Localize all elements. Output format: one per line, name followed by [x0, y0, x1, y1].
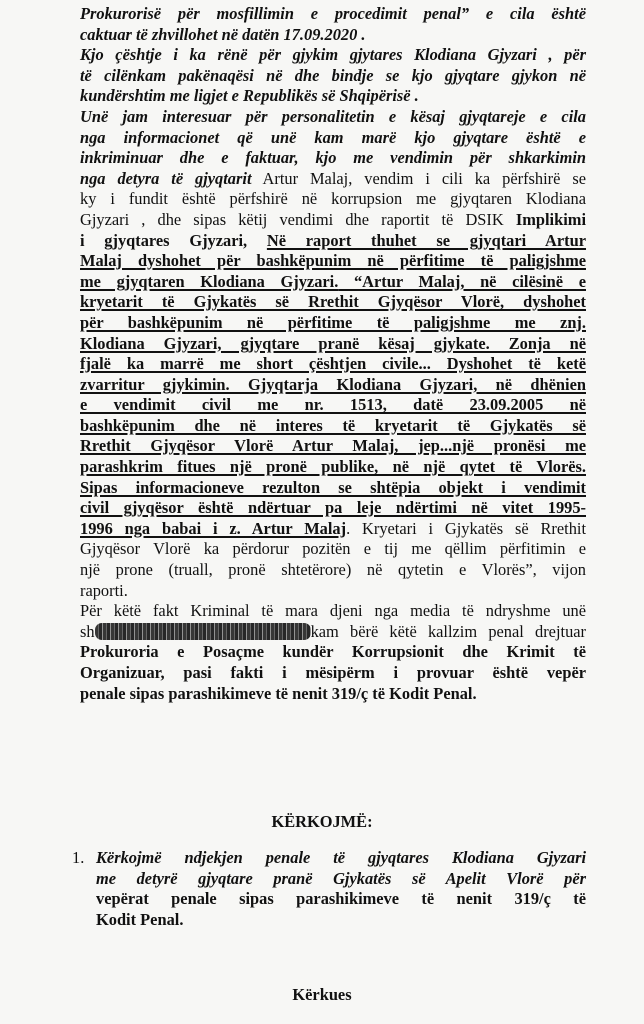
- text-line: [80, 663, 586, 684]
- text-line: [80, 169, 586, 190]
- text-segment: me gjyqtaren Klodiana Gjyzari.: [80, 271, 339, 291]
- text-segment: Kjo çështje i ka rënë për gjykim gjytares Klodiana Gjyzari , për: [80, 45, 586, 65]
- text-line: [96, 889, 586, 910]
- section-heading: KËRKOJMË:: [271, 812, 373, 831]
- text-segment: nga informacionet që unë kam marë kjo gjyqtare është e: [80, 127, 586, 147]
- text-segment: kryetarit të Gjykatës së Rrethit Gjyqësor Vlorë, dyshohet: [80, 292, 586, 312]
- text-line: [80, 189, 586, 210]
- text-line: [80, 148, 586, 169]
- text-line: [80, 375, 586, 396]
- text-segment: Klodiana Gjyzari, gjyqtare pranë kësaj gjykate. Zonja në: [80, 333, 586, 353]
- text-line: [80, 128, 586, 149]
- text-line: [80, 66, 586, 87]
- text-line: [80, 86, 586, 107]
- text-segment: sh: [80, 621, 95, 641]
- text-line: [80, 478, 586, 499]
- signer-label: Kërkues: [292, 985, 352, 1004]
- text-line: [96, 869, 586, 890]
- text-line: [80, 498, 586, 519]
- text-line: [96, 910, 586, 931]
- redaction-mark: [95, 623, 311, 640]
- text-segment: i gjyqtares Gjyzari,: [80, 230, 267, 250]
- text-segment: Kërkojmë ndjekjen penale të gjyqtares Klodiana Gjyzari: [96, 848, 586, 867]
- text-segment: kam bërë këtë kallzim penal drejtuar: [310, 621, 586, 641]
- text-segment: vepërat penale sipas parashikimeve të nenit 319/ç të: [96, 889, 586, 909]
- text-segment: fjalë ka marrë me short çështjen civile... Dyshohet të ketë: [80, 354, 586, 374]
- text-segment: Kodit Penal.: [96, 909, 184, 929]
- text-line: [80, 354, 586, 375]
- text-line: [80, 251, 586, 272]
- text-line: [80, 622, 586, 643]
- text-line: [80, 416, 586, 437]
- text-segment: Gjyzari , dhe sipas këtij vendimi dhe raportit të DSIK: [80, 209, 516, 229]
- text-line: [80, 601, 586, 622]
- text-segment: një prone (truall, pronë shtetërore) në qytetin e Vlorës”, vijon: [80, 560, 586, 580]
- text-segment: për bashkëpunim në përfitime të paligjshme me znj.: [80, 312, 586, 332]
- text-segment: ky i fundit është përfshirë në korrupsion me gjyqtaren Klodiana: [80, 189, 586, 209]
- text-line: [80, 231, 586, 252]
- text-segment: Gjyqësor Vlorë ka përdorur pozitën e tij me qëllim përfitimin e: [80, 539, 586, 559]
- text-line: [80, 107, 586, 128]
- text-segment: me detyrë gjyqtare pranë Gjykatës së Apelit Vlorë për: [96, 868, 586, 888]
- text-segment: Unë jam interesuar për personalitetin e kësaj gjyqtareje e cila: [80, 106, 586, 126]
- text-line: [80, 581, 586, 602]
- text-segment: Malaj dyshohet për bashkëpunim në përfitime të paligjshme: [80, 251, 586, 271]
- text-segment: nga detyra të gjyqtarit: [80, 168, 252, 188]
- text-segment: . Kryetari i Gjykatës së Rrethit: [346, 518, 587, 538]
- text-segment: Sipas informacioneve rezulton se shtëpia objekt i vendimit: [80, 477, 586, 497]
- text-segment: kundërshtim me ligjet e Republikës së Shqipërisë .: [80, 86, 419, 106]
- request-number: 1.: [72, 848, 85, 867]
- text-segment: Implikimi: [515, 209, 586, 229]
- text-line: [80, 4, 586, 25]
- text-line: [80, 313, 586, 334]
- text-segment: Prokurorisë për mosfillimin e procedimit penal” e cila është: [80, 4, 586, 23]
- text-segment: Prokuroria e Posaçme kundër Korrupsionit dhe Krimit të: [80, 642, 586, 662]
- text-line: [80, 560, 586, 581]
- text-segment: Artur Malaj, vendim i cili ka përfshirë se: [251, 168, 586, 188]
- text-segment: inkriminuar dhe e faktuar, kjo me vendimin për shkarkimin: [80, 148, 586, 168]
- text-segment: zvarritur gjykimin. Gjyqtarja Klodiana Gjyzari, në dhënien: [80, 374, 586, 394]
- text-segment: penale sipas parashikimeve të nenit 319/ç të Kodit Penal.: [80, 683, 477, 703]
- text-line: [80, 395, 586, 416]
- text-line: [80, 436, 586, 457]
- text-line: [80, 457, 586, 478]
- text-segment: Për këtë fakt Kriminal të mara djeni nga media të ndryshme unë: [80, 601, 586, 621]
- text-segment: “Artur Malaj, në cilësinë e: [338, 271, 586, 291]
- text-line: [80, 292, 586, 313]
- text-line: [96, 848, 586, 869]
- text-line: [80, 519, 586, 540]
- text-line: [80, 25, 586, 46]
- text-segment: Në raport thuhet se gjyqtari Artur: [266, 230, 587, 250]
- request-item: [72, 848, 586, 930]
- text-segment: bashkëpunim dhe në interes të kryetarit të Gjykatës së: [80, 415, 586, 435]
- text-line: [80, 334, 586, 355]
- request-text: [96, 848, 586, 930]
- text-segment: e vendimit civil me nr. 1513, datë 23.09.2005 në: [80, 395, 586, 415]
- text-line: [80, 539, 586, 560]
- text-segment: Rrethit Gjyqësor Vlorë Artur Malaj, jep...një pronësi me: [80, 436, 586, 456]
- letter-body: [80, 4, 586, 704]
- text-segment: të cilënkam pakënaqësi në dhe bindje se kjo gjyqtare gjykon në: [80, 65, 586, 85]
- text-line: [80, 642, 586, 663]
- text-line: [80, 45, 586, 66]
- text-segment: civil gjyqësor është ndërtuar pa leje ndërtimi në vitet 1995-: [80, 498, 586, 518]
- text-segment: 1996 nga babai i z. Artur Malaj: [80, 518, 347, 538]
- text-segment: caktuar të zhvillohet në datën 17.09.2020 .: [80, 24, 366, 44]
- text-line: [80, 684, 586, 705]
- text-segment: raporti.: [80, 580, 128, 600]
- text-segment: parashkrim fitues një pronë publike, në një qytet të Vlorës.: [80, 457, 586, 477]
- text-segment: Organizuar, pasi fakti i mësipërm i provuar është vepër: [80, 663, 586, 682]
- text-line: [80, 210, 586, 231]
- text-line: [80, 272, 586, 293]
